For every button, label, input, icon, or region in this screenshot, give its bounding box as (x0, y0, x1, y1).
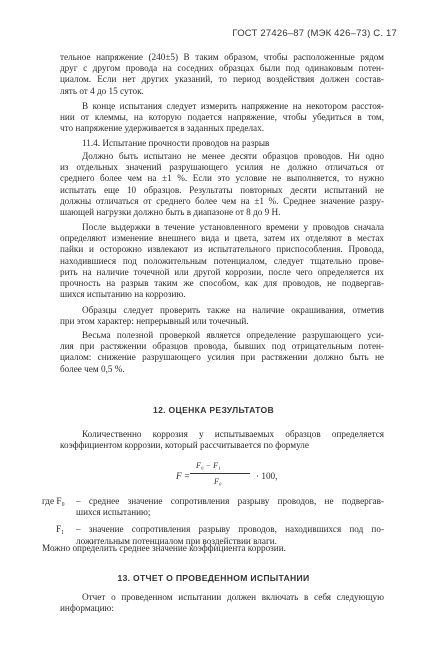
text-line: циалом: снижение разрушающего усилия при растяжении должно быть не (60, 352, 384, 363)
text-line: друг с другом провода на соседних образцах были под одинаковым потен- (60, 63, 384, 74)
text-line: – значение сопротивления разрыву проводов, находившихся под по- (76, 524, 384, 535)
definition-symbol: где F₀ (42, 496, 65, 506)
paragraph-exposure (60, 222, 384, 300)
subsection-heading-11-4 (60, 138, 384, 149)
text-line: коэффициентом коррозии, который рассчитывается по формуле (60, 440, 309, 451)
paragraph-average (42, 543, 384, 554)
text-line: должны отличаться от среднего более чем на ±1 %. Среднее значение разру- (60, 195, 384, 206)
text-line: шающей нагрузки должно быть в диапазоне от 8 до 9 Н. (60, 207, 281, 218)
text-line: определяют изменение внешнего вида и цвета, затем их отделяют в местах (60, 233, 384, 244)
symbol-definitions (42, 496, 384, 547)
text-line: рить на наличие точечной или другой коррозии, после чего определяется их (60, 266, 384, 277)
text-line: Образцы следует проверить также на наличие окрашивания, отметив (82, 305, 384, 315)
text-line: среднего более чем на ±1 %. Если это условие не выполняется, то нужно (60, 173, 384, 184)
text-line: После выдержки в течение установленного времени у проводов сначала (82, 222, 384, 232)
text-line: испытать еще 10 образцов. Результаты повторных десяти испытаний не (60, 184, 384, 195)
paragraph-end-of-test (60, 101, 384, 135)
text-line: находившиеся под положительным потенциалом, следует тщательно прове- (60, 255, 384, 266)
text-line: тельное напряжение (240±5) В таким образом, чтобы расположенные рядом (60, 52, 384, 62)
paragraph-corrosion-coefficient (60, 429, 384, 451)
text-line: Должно быть испытано не менее десяти образцов проводов. Ни одно (82, 151, 384, 161)
text-line: Можно определить среднее значение коэффициента коррозии. (42, 543, 286, 553)
text-line: при этом характер: непрерывный или точечный. (60, 316, 249, 327)
text-line: прочность на разрыв таким же способом, как для проводов, не подвергав- (60, 278, 384, 289)
text-line: пайки и осторожно извлекают из испытательного приспособления. Провода, (60, 244, 384, 255)
text-line: – среднее значение сопротивления разрыву проводов, не подвергав- (76, 496, 384, 506)
corrosion-formula (176, 461, 296, 491)
text-line: из отдельных значений разрушающего усилия не должно отличаться от (60, 162, 384, 173)
text-line: более чем 0,5 %. (60, 363, 125, 374)
formula-denominator: F₀ (214, 477, 222, 486)
formula-lhs: F = (176, 471, 191, 481)
subsection-title: 11.4. Испытание прочности проводов на разрыв (82, 138, 270, 148)
text-line: нии от клеммы, на которую подается напряжение, чтобы убедиться в том, (60, 112, 384, 123)
paragraph-negative-check (60, 330, 384, 375)
paragraph-report (60, 592, 384, 614)
paragraph-staining (60, 305, 384, 327)
text-line: циалом. Если нет других указаний, то период воздействия должен состав- (60, 74, 384, 85)
page-header: ГОСТ 27426–87 (МЭК 426–73) С. 17 (232, 28, 397, 39)
text-line: Отчет о проведенном испытании должен включать в себя следующую (82, 592, 384, 602)
section-heading-12: 12. ОЦЕНКА РЕЗУЛЬТАТОВ (153, 405, 274, 415)
text-line: лия при растяжении образцов провода, бывших под отрицательным потен- (60, 341, 384, 352)
text-line: Количественно коррозия у испытываемых образцов определяется (82, 429, 384, 439)
text-line: шихся испытанию на коррозию. (60, 289, 186, 300)
text-line: информацию: (60, 603, 114, 614)
text-line: шихся испытанию; (76, 507, 151, 518)
text-line: Весьма полезной проверкой является определение разрушающего уси- (82, 330, 384, 340)
fraction-bar (190, 473, 250, 474)
definition-f0 (42, 496, 384, 518)
formula-numerator: F₀ − F₁ (196, 461, 221, 470)
section-heading-13: 13. ОТЧЕТ О ПРОВЕДЕННОМ ИСПЫТАНИИ (117, 573, 310, 583)
text-line: ложительным потенциалом при воздействии влаги. (76, 535, 277, 546)
definition-symbol: F₁ (56, 524, 65, 535)
paragraph-voltage (60, 52, 384, 97)
formula-multiplier: · 100, (256, 471, 278, 481)
paragraph-sample-count (60, 151, 384, 218)
text-line: лять от 4 до 15 суток. (60, 85, 144, 96)
text-line: что напряжение удерживается в заданных пределах. (60, 123, 265, 134)
text-line: В конце испытания следует измерить напряжение на некотором расстоя- (82, 101, 384, 111)
